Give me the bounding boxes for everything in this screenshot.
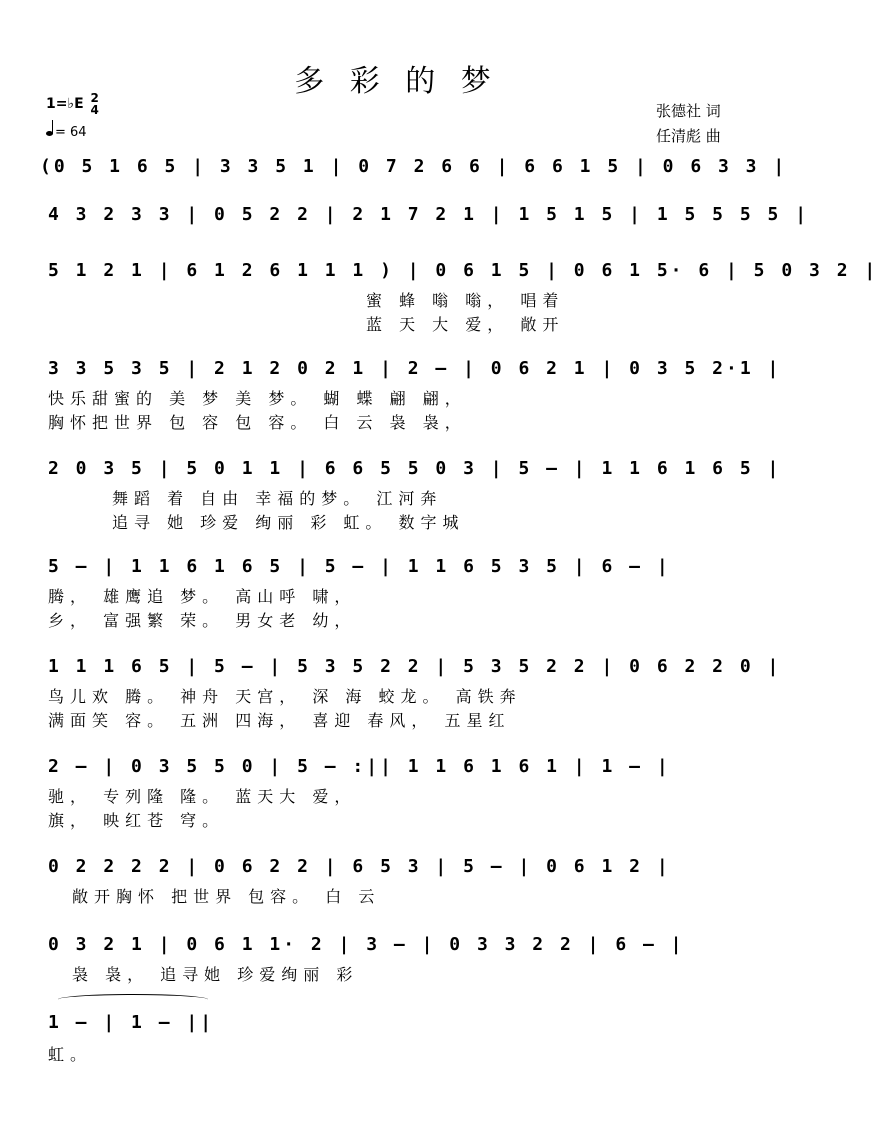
music-line xyxy=(0,152,793,182)
music-line xyxy=(0,752,793,782)
key-signature xyxy=(46,92,99,116)
notation: 1 – | 1 – || xyxy=(48,1012,215,1033)
music-line xyxy=(0,1008,793,1038)
notation: 0 2 2 2 2 | 0 6 2 2 | 6 5 3 | 5 – | 0 6 1 2 | xyxy=(48,856,671,877)
lyric-verse-1: 袅 袅， 追寻她 珍爱绚丽 彩 xyxy=(72,965,359,984)
lyric-verse-1: 虹。 xyxy=(48,1045,93,1064)
quarter-note-icon xyxy=(46,131,53,136)
notation: 1 1 1 6 5 | 5 – | 5 3 5 2 2 | 5 3 5 2 2 | 0 6 2 2 0 | xyxy=(48,656,782,677)
notation: (0 5 1 6 5 | 3 3 5 1 | 0 7 2 6 6 | 6 6 1 5 | 0 6 3 3 | xyxy=(40,156,788,177)
music-line xyxy=(0,256,878,286)
time-sig-top: 2 xyxy=(90,91,99,105)
song-title: 多 彩 的 梦 xyxy=(294,64,499,99)
notation: 5 – | 1 1 6 1 6 5 | 5 – | 1 1 6 5 3 5 | 6 – | xyxy=(48,556,671,577)
lyric-verse-1: 鸟儿欢 腾。 神舟 天宫， 深 海 蛟龙。 高铁奔 xyxy=(48,687,522,706)
key-label: 1=♭E xyxy=(46,96,84,112)
lyric-verse-1: 蜜 蜂 嗡 嗡， 唱着 xyxy=(366,291,565,310)
notation: 3 3 5 3 5 | 2 1 2 0 2 1 | 2 – | 0 6 2 1 | 0 3 5 2·1 | xyxy=(48,358,782,379)
music-line xyxy=(0,354,793,384)
music-line xyxy=(0,852,793,882)
lyric-verse-2: 乡， 富强繁 荣。 男女老 幼， xyxy=(48,611,357,630)
tempo-marking xyxy=(46,125,87,140)
lyric-verse-2: 旗， 映红苍 穹。 xyxy=(48,811,225,830)
composer-credit: 任清彪 曲 xyxy=(656,127,721,145)
lyric-verse-2: 满面笑 容。 五洲 四海， 喜迎 春风， 五星红 xyxy=(48,711,511,730)
music-line xyxy=(0,652,793,682)
time-sig-bottom: 4 xyxy=(90,103,99,117)
time-signature xyxy=(91,92,99,116)
music-line xyxy=(0,552,793,582)
lyric-verse-2: 追寻 她 珍爱 绚丽 彩 虹。 数字城 xyxy=(112,513,465,532)
notation: 4 3 2 3 3 | 0 5 2 2 | 2 1 7 2 1 | 1 5 1 5 | 1 5 5 5 5 | xyxy=(48,204,810,225)
tempo-value: = 64 xyxy=(55,125,87,140)
notation: 0 3 2 1 | 0 6 1 1· 2 | 3 – | 0 3 3 2 2 | 6 – | xyxy=(48,934,685,955)
music-line xyxy=(0,200,810,230)
lyric-verse-1: 舞蹈 着 自由 幸福的梦。 江河奔 xyxy=(112,489,443,508)
notation: 2 – | 0 3 5 5 0 | 5 – :|| 1 1 6 1 6 1 | 1 – | xyxy=(48,756,671,777)
music-line xyxy=(0,930,793,960)
lyric-verse-1: 驰， 专列隆 隆。 蓝天大 爱， xyxy=(48,787,357,806)
lyricist-credit: 张德社 词 xyxy=(656,102,721,120)
lyric-verse-2: 胸怀把世界 包 容 包 容。 白 云 袅 袅， xyxy=(48,413,467,432)
lyric-verse-1: 敞开胸怀 把世界 包容。 白 云 xyxy=(72,887,381,906)
lyric-verse-2: 蓝 天 大 爱， 敞开 xyxy=(366,315,565,334)
lyric-verse-1: 快乐甜蜜的 美 梦 美 梦。 蝴 蝶 翩 翩， xyxy=(48,389,467,408)
notation: 2 0 3 5 | 5 0 1 1 | 6 6 5 5 0 3 | 5 – | 1 1 6 1 6 5 | xyxy=(48,458,782,479)
notation: 5 1 2 1 | 6 1 2 6 1 1 1 ) | 0 6 1 5 | 0 6 1 5· 6 | 5 0 3 2 | xyxy=(48,260,878,281)
lyric-verse-1: 腾， 雄鹰追 梦。 高山呼 啸， xyxy=(48,587,357,606)
slur-mark xyxy=(58,994,208,1005)
music-line xyxy=(0,454,793,484)
